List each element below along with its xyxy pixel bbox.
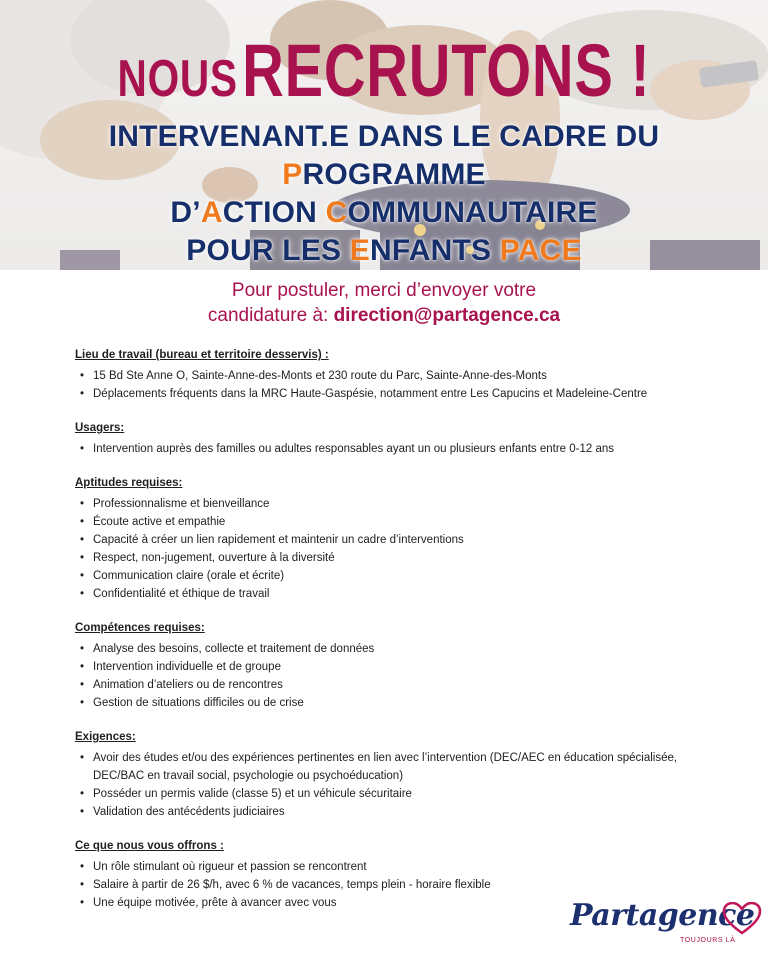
bullet-list	[75, 495, 715, 603]
program-title-line	[0, 118, 768, 156]
list-item: • 15 Bd Ste Anne O, Sainte-Anne-des-Monts et 230 route du Parc, Sainte-Anne-des-Monts	[75, 367, 715, 385]
section-heading: Ce que nous vous offrons :	[75, 840, 224, 852]
section-heading: Aptitudes requises:	[75, 477, 183, 489]
logo-tagline: TOUJOURS LÀ	[680, 937, 736, 944]
section	[75, 476, 715, 603]
section-heading: Lieu de travail (bureau et territoire desservis) :	[75, 349, 329, 361]
program-text: CTION	[222, 196, 326, 229]
bullet-list	[75, 367, 715, 403]
list-item: • Une équipe motivée, prête à avancer avec vous	[75, 894, 715, 912]
program-initial-letter: PACE	[499, 234, 582, 267]
program-initial-letter: E	[349, 234, 371, 267]
program-text: D’	[170, 196, 201, 229]
bullet-list	[75, 640, 715, 712]
logo-wordmark: Partagence	[570, 898, 755, 933]
section	[75, 730, 715, 821]
bullet-list	[75, 440, 715, 458]
headline-nous: NOUS	[117, 50, 238, 108]
heart-icon	[722, 902, 762, 936]
program-text: INTERVENANT.E DANS LE CADRE DU	[108, 120, 660, 153]
section	[75, 348, 715, 403]
list-item: • Déplacements fréquents dans la MRC Haute-Gaspésie, notamment entre Les Capucins et Madeleine-Centre	[75, 385, 715, 403]
list-item: • Capacité à créer un lien rapidement et maintenir un cadre d’interventions	[75, 531, 715, 549]
list-item: • Salaire à partir de 26 $/h, avec 6 % de vacances, temps plein - horaire flexible	[75, 876, 715, 894]
program-text: OMMUNAUTAIRE	[347, 196, 598, 229]
headline	[84, 28, 683, 113]
program-initial-letter: P	[282, 158, 303, 191]
bullet-list	[75, 749, 715, 821]
program-text: ROGRAMME	[302, 158, 486, 191]
apply-line-2	[0, 303, 768, 328]
list-item: • Animation d’ateliers ou de rencontres	[75, 676, 715, 694]
list-item: • Gestion de situations difficiles ou de crise	[75, 694, 715, 712]
apply-instructions	[0, 278, 768, 328]
list-item: • Respect, non-jugement, ouverture à la diversité	[75, 549, 715, 567]
list-item: • Analyse des besoins, collecte et traitement de données	[75, 640, 715, 658]
list-item: • Posséder un permis valide (classe 5) et un véhicule sécuritaire	[75, 785, 715, 803]
list-item: • Communication claire (orale et écrite)	[75, 567, 715, 585]
program-text: POUR LES	[186, 234, 350, 267]
program-initial-letter: C	[325, 196, 348, 229]
program-title-line	[0, 194, 768, 232]
section-heading: Compétences requises:	[75, 622, 205, 634]
section	[75, 621, 715, 712]
list-item: • Professionnalisme et bienveillance	[75, 495, 715, 513]
program-title	[0, 118, 768, 270]
headline-recrutons: RECRUTONS !	[242, 29, 651, 112]
email-link[interactable]: direction@partagence.ca	[333, 305, 561, 326]
program-initial-letter: A	[200, 196, 223, 229]
list-item: • Écoute active et empathie	[75, 513, 715, 531]
section-heading: Exigences:	[75, 731, 136, 743]
list-item: • Intervention individuelle et de groupe	[75, 658, 715, 676]
section	[75, 421, 715, 458]
hero-banner	[0, 0, 768, 270]
list-item: • Un rôle stimulant où rigueur et passion se rencontrent	[75, 858, 715, 876]
list-item: • Intervention auprès des familles ou adultes responsables ayant un ou plusieurs enfants entre 0-12 ans	[75, 440, 715, 458]
list-item: • Validation des antécédents judiciaires	[75, 803, 715, 821]
list-item: • Avoir des études et/ou des expériences pertinentes en lien avec l’intervention (DEC/AEC en éducation spécialisée, DEC/BAC en travail social, psychologie ou psychoéducation)	[75, 749, 715, 785]
apply-prefix: candidature à:	[207, 305, 334, 326]
section-heading: Usagers:	[75, 422, 125, 434]
program-text: NFANTS	[370, 234, 500, 267]
program-title-line	[0, 156, 768, 194]
program-title-line	[0, 232, 768, 270]
job-details	[75, 348, 715, 930]
list-item: • Confidentialité et éthique de travail	[75, 585, 715, 603]
apply-line-1: Pour postuler, merci d’envoyer votre	[231, 280, 537, 301]
partagence-logo	[568, 898, 768, 958]
